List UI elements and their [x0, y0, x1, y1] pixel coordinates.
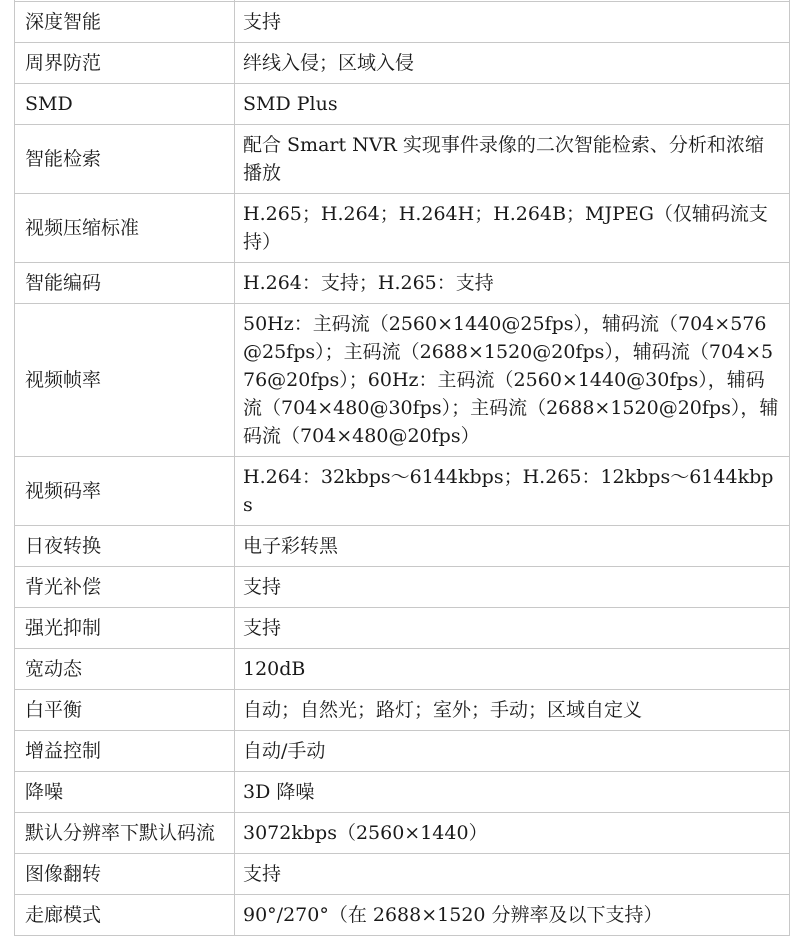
- spec-row: [15, 194, 790, 263]
- spec-value: 支持: [235, 2, 790, 43]
- spec-row: [15, 526, 790, 567]
- spec-label: 周界防范: [15, 43, 235, 84]
- spec-label: 图像翻转: [15, 854, 235, 895]
- spec-table: [14, 0, 790, 936]
- spec-value: 50Hz：主码流（2560×1440@25fps），辅码流（704×576@25fps）；主码流（2688×1520@20fps），辅码流（704×576@20fps）；60Hz：主码流（2560×1440@30fps），辅码流（704×480@30fps）；主码流（2688×1520@20fps），辅码流（704×480@20fps）: [235, 304, 790, 457]
- spec-value: 90°/270°（在 2688×1520 分辨率及以下支持）: [235, 895, 790, 936]
- spec-label: 白平衡: [15, 690, 235, 731]
- spec-label: SMD: [15, 84, 235, 125]
- spec-value: 3072kbps（2560×1440）: [235, 813, 790, 854]
- spec-label: 增益控制: [15, 731, 235, 772]
- spec-label: 智能编码: [15, 263, 235, 304]
- spec-value: 自动；自然光；路灯；室外；手动；区域自定义: [235, 690, 790, 731]
- spec-label: 日夜转换: [15, 526, 235, 567]
- spec-value: 电子彩转黑: [235, 526, 790, 567]
- spec-value: H.264：32kbps～6144kbps；H.265：12kbps～6144kbps: [235, 457, 790, 526]
- spec-value: 支持: [235, 608, 790, 649]
- spec-row: [15, 43, 790, 84]
- spec-row: [15, 690, 790, 731]
- spec-label: 深度智能: [15, 2, 235, 43]
- spec-value: 3D 降噪: [235, 772, 790, 813]
- spec-row: [15, 731, 790, 772]
- spec-label: 宽动态: [15, 649, 235, 690]
- spec-row: [15, 895, 790, 936]
- spec-label: 视频压缩标准: [15, 194, 235, 263]
- spec-label: 走廊模式: [15, 895, 235, 936]
- spec-row: [15, 125, 790, 194]
- spec-row: [15, 567, 790, 608]
- spec-row: [15, 457, 790, 526]
- spec-label: 视频码率: [15, 457, 235, 526]
- spec-label: 降噪: [15, 772, 235, 813]
- spec-row: [15, 2, 790, 43]
- spec-value: 支持: [235, 567, 790, 608]
- spec-row: [15, 649, 790, 690]
- spec-label: 视频帧率: [15, 304, 235, 457]
- spec-row: [15, 304, 790, 457]
- spec-value: 配合 Smart NVR 实现事件录像的二次智能检索、分析和浓缩播放: [235, 125, 790, 194]
- spec-label: 背光补偿: [15, 567, 235, 608]
- spec-value: 绊线入侵；区域入侵: [235, 43, 790, 84]
- spec-value: H.264：支持；H.265：支持: [235, 263, 790, 304]
- spec-value: SMD Plus: [235, 84, 790, 125]
- spec-row: [15, 772, 790, 813]
- spec-label: 默认分辨率下默认码流: [15, 813, 235, 854]
- spec-row: [15, 263, 790, 304]
- spec-row: [15, 813, 790, 854]
- spec-label: 智能检索: [15, 125, 235, 194]
- spec-value: 自动/手动: [235, 731, 790, 772]
- spec-row: [15, 84, 790, 125]
- spec-row: [15, 854, 790, 895]
- spec-value: 支持: [235, 854, 790, 895]
- spec-value: 120dB: [235, 649, 790, 690]
- spec-label: 强光抑制: [15, 608, 235, 649]
- spec-row: [15, 608, 790, 649]
- spec-value: H.265；H.264；H.264H；H.264B；MJPEG（仅辅码流支持）: [235, 194, 790, 263]
